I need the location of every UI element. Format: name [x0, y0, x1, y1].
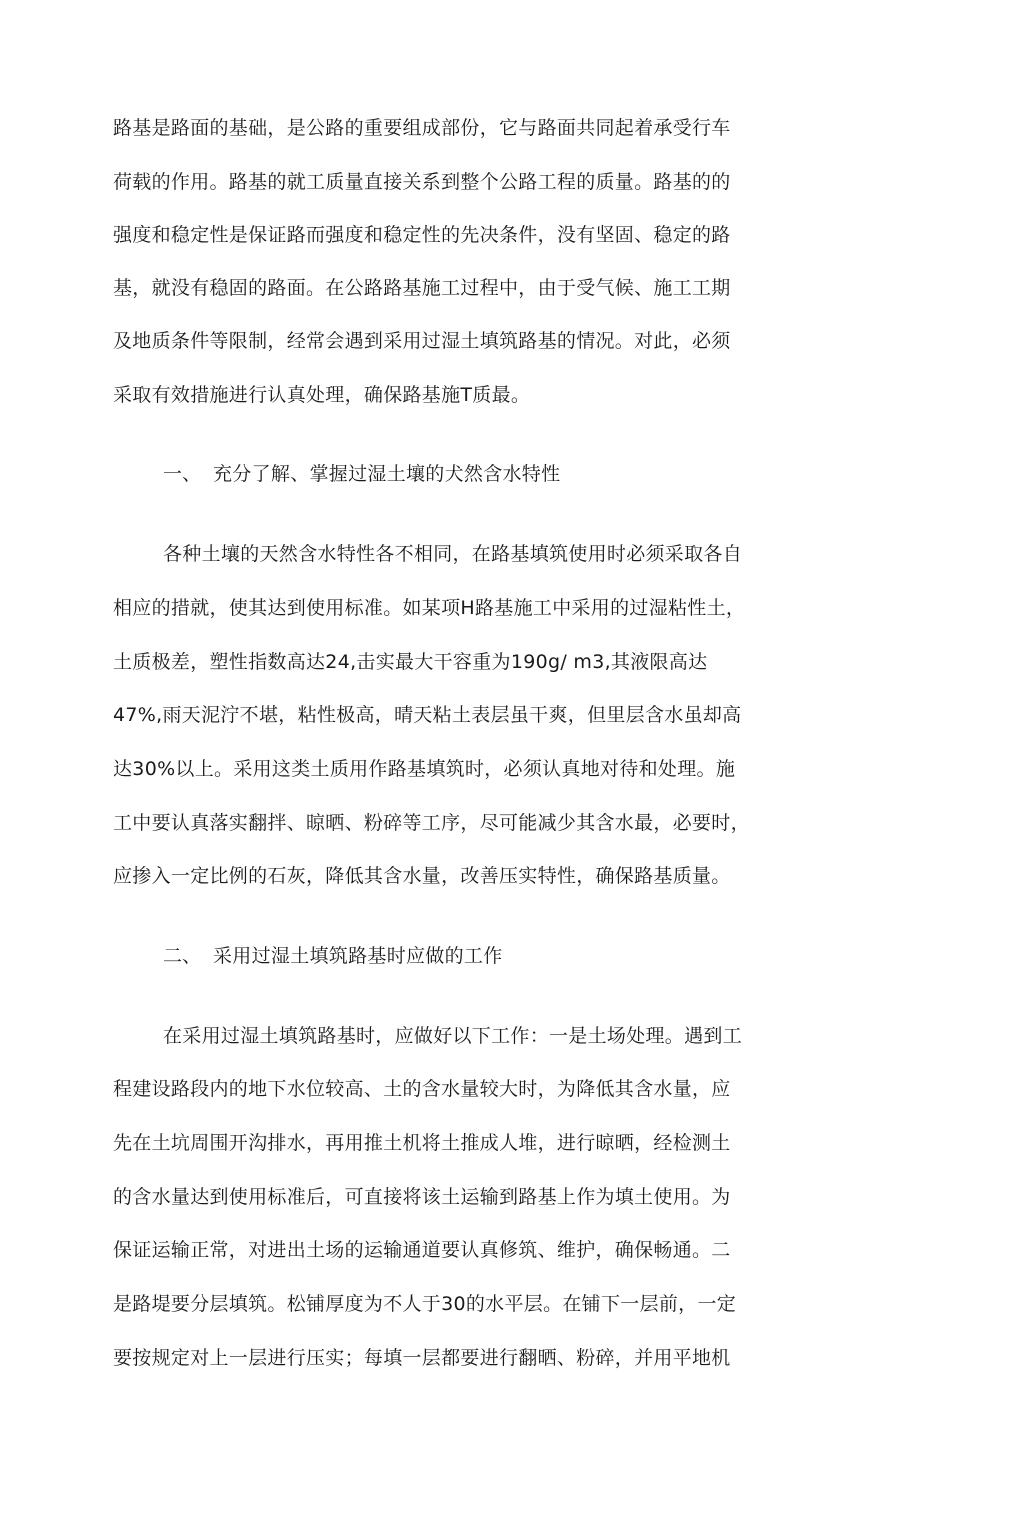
paragraph-line: 土质极差，塑性指数高达24,击实最大干容重为190g/ m3,其液限高达 [113, 651, 708, 673]
section-number: 二、 [163, 945, 202, 967]
paragraph-line: 及地质条件等限制，经常会遇到采用过湿土填筑路基的情况。对此，必须 [113, 330, 731, 352]
paragraph-line: 是路堤要分层填筑。松铺厚度为不人于30的水平层。在铺下一层前，一定 [113, 1293, 737, 1315]
paragraph-line: 先在土坑周围开沟排水，再用推土机将土推成人堆，进行晾晒，经检测土 [113, 1132, 731, 1154]
paragraph-line: 工中要认真落实翻拌、晾晒、粉碎等工序，尽可能减少其含水最，必要时， [113, 812, 750, 834]
paragraph-line: 采取有效措施进行认真处理，确保路基施T质最。 [113, 384, 531, 406]
paragraph-line: 达30%以上。采用这类土质用作路基填筑时，必须认真地对待和处理。施 [113, 758, 736, 780]
paragraph-line: 相应的措就，使其达到使用标准。如某项H路基施工中采用的过湿粘性土， [113, 597, 746, 619]
paragraph-line: 基，就没有稳固的路面。在公路路基施工过程中，由于受气候、施工工期 [113, 277, 731, 299]
paragraph-line: 荷载的作用。路基的就工质量直接关系到整个公路工程的质量。路基的的 [113, 171, 731, 193]
paragraph-line: 在采用过湿土填筑路基时，应做好以下工作：一是土场处理。遇到工 [163, 1025, 743, 1047]
section-heading: 采用过湿土填筑路基时应做的工作 [213, 945, 503, 967]
paragraph-line: 各种土壤的天然含水特性各不相同，在路基填筑使用时必须采取各自 [163, 543, 743, 565]
paragraph-line: 要按规定对上一层进行压实；每填一层都要进行翻晒、粉碎，并用平地机 [113, 1347, 731, 1369]
paragraph-line: 的含水量达到使用标准后，可直接将该土运输到路基上作为填土使用。为 [113, 1186, 731, 1208]
section-number: 一、 [163, 463, 202, 485]
paragraph-line: 强度和稳定性是保证路而强度和稳定性的先决条件，没有坚固、稳定的路 [113, 224, 731, 246]
paragraph-line: 保证运输正常，对进出土场的运输通道要认真修筑、维护，确保畅通。二 [113, 1239, 731, 1261]
paragraph-line: 应掺入一定比例的石灰，降低其含水量，改善压实特性，确保路基质量。 [113, 865, 731, 887]
paragraph-line: 程建设路段内的地下水位较高、土的含水量较大时，为降低其含水量，应 [113, 1078, 731, 1100]
paragraph-line: 47%,雨天泥泞不堪，粘性极高，晴天粘土表层虽干爽，但里层含水虽却高 [113, 704, 742, 726]
section-heading: 充分了解、掌握过湿土壤的犬然含水特性 [213, 463, 561, 485]
paragraph-line: 路基是路面的基础，是公路的重要组成部份，它与路面共同起着承受行车 [113, 117, 731, 139]
